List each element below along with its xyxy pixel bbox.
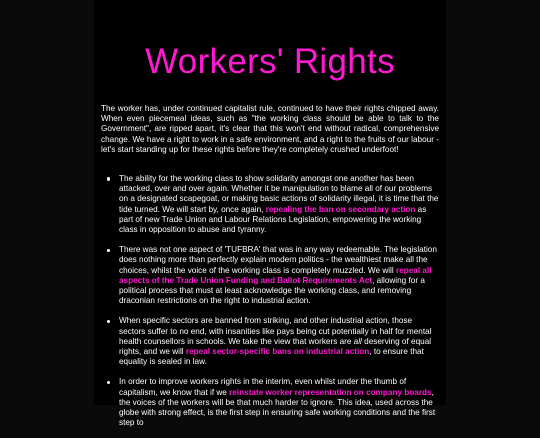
policy-link-board-representation[interactable]: reinstate worker representation on company boards bbox=[229, 387, 432, 397]
intro-paragraph: The worker has, under continued capitalist rule, continued to have their rights chipped away. When even piecemeal ideas, such as "the working class should be able to talk to the Government", are ripped apart, it's clear that this won't end without radical, comprehensive change. We have a right to work in a safe environment, and a right to the fruits of our labour - let's start standing up for these rights before they're completely crushed underfoot! bbox=[101, 104, 439, 154]
point-text: The ability for the working class to show solidarity amongst one another has been attacked, over and over again. Whether it be manipulation to blame all of our problems on a designated scapegoat, or making basic actions of solidarity illegal, it is time that the tide turned. We will start by, once again, bbox=[119, 174, 439, 214]
point-text: deserving of equal rights, and we will bbox=[119, 336, 432, 357]
list-item bbox=[94, 174, 446, 235]
content-column bbox=[94, 0, 446, 428]
bullet-icon bbox=[107, 381, 110, 384]
bullet-icon bbox=[107, 177, 110, 180]
policy-link-sector-bans[interactable]: repeal sector-specific bans on industrial action bbox=[185, 347, 370, 357]
point-text: , allowing for a political process that must at least acknowledge the working class, and removing draconian restrictions on the right to industrial action. bbox=[119, 275, 425, 306]
point-text: When specific sectors are banned from striking, and other industrial action, those sectors suffer to no end, with insanities like pays being cut potentially in half for mental health counsellors in schools. We take the view that workers are bbox=[119, 316, 432, 346]
policy-link-secondary-action[interactable]: repealing the ban on secondary action bbox=[265, 204, 416, 214]
policy-list bbox=[94, 174, 446, 438]
list-item bbox=[94, 245, 446, 306]
list-item bbox=[94, 377, 446, 428]
point-text: There was not one aspect of 'TUFBRA' that was in any way redeemable. The legislation does nothing more than perfectly explain modern politics - the wealthiest make all the choices, whilst the voice of the working class is completely muzzled. We will bbox=[119, 245, 437, 275]
policy-link-tufbra-repeal[interactable]: repeal all aspects of the Trade Union Funding and Ballot Requirements Act bbox=[119, 265, 432, 285]
bullet-icon bbox=[107, 320, 110, 323]
page-title: Workers' Rights bbox=[145, 42, 395, 81]
bullet-icon bbox=[107, 249, 110, 252]
point-text: , to ensure that equality is sealed in law. bbox=[119, 347, 424, 367]
point-text: as part of new Trade Union and Labour Relations Legislation, empowering the working class in opposition to abuse and tyranny. bbox=[119, 204, 427, 235]
point-text: , the voices of the workers will be that much harder to ignore. This idea, used across the globe with strong effect, is the first step in ensuring safe working conditions and the first step to bbox=[119, 387, 436, 428]
list-item bbox=[94, 316, 446, 367]
point-text: In order to improve workers rights in the interim, even whilst under the thumb of capitalism, we know that if we bbox=[119, 377, 407, 397]
emphasis-text: all bbox=[353, 336, 362, 346]
